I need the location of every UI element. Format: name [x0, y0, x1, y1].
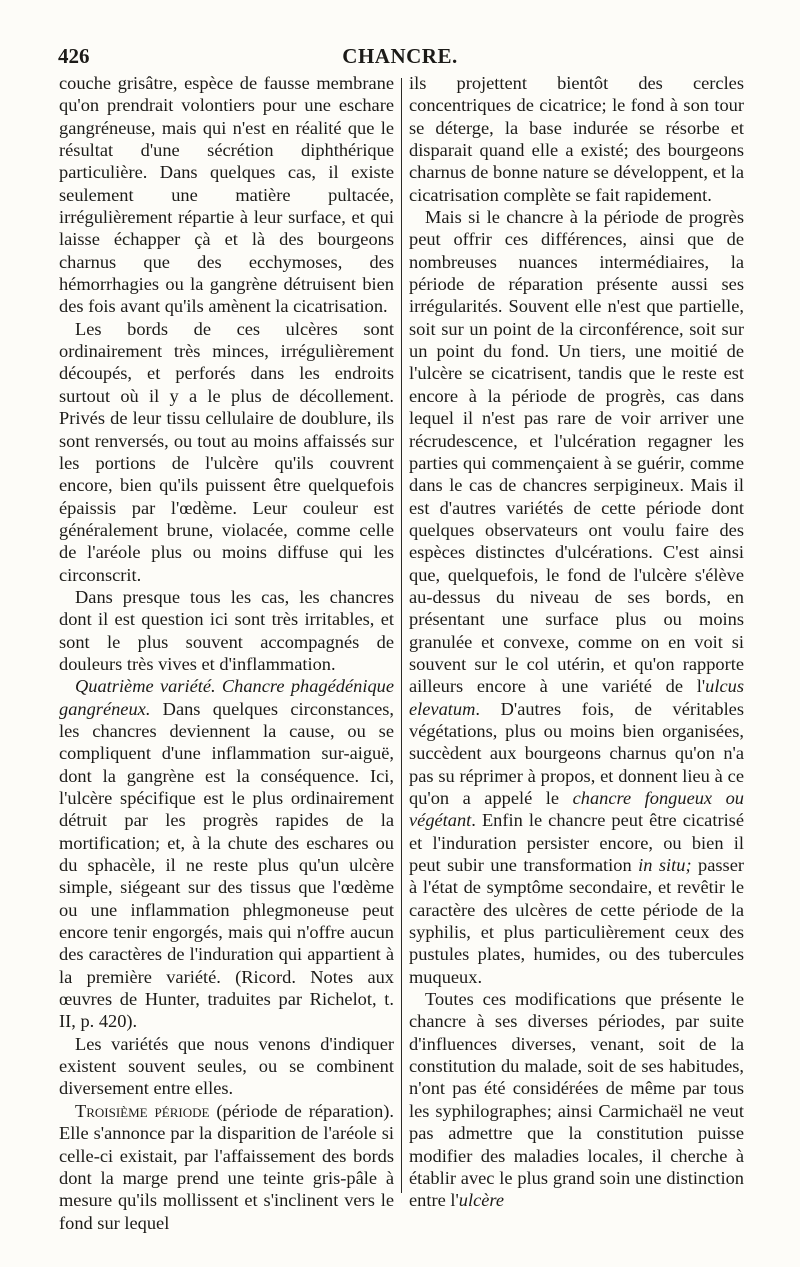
paragraph: Les bords de ces ulcères sont ordinairement très minces, irrégulièrement découpés, et perforés dans les endroits surtout où il y a le plus de décollement. Privés de leur tissu cellulaire de doublure, ils sont renversés, ou tout au moins affaissés sur les portions de l'ulcère qu'ils couvrent encore, bien qu'ils puissent être quelquefois épaissis par l'œdème. Leur couleur est généralement brune, violacée, comme celle de l'aréole plus ou moins diffuse qui les circonscrit.: [59, 318, 394, 585]
column-divider: [401, 78, 402, 1193]
page-header: [58, 44, 742, 70]
italic-term: in situ;: [638, 855, 692, 876]
paragraph: [409, 206, 744, 988]
paragraph: [59, 675, 394, 1033]
paragraph: Dans presque tous les cas, les chancres dont il est question ici sont très irritables, et sont le plus souvent accompagnés de douleurs très vives et d'inflammation.: [59, 586, 394, 674]
page-number: 426: [58, 44, 90, 68]
paragraph: Les variétés que nous venons d'indiquer existent souvent seules, ou se combinent diversement entre elles.: [59, 1033, 394, 1099]
paragraph-text: passer à l'état de symptôme secondaire, et revêtir le caractère des ulcères de cette période de la syphilis, et plus particulièrement ceux des pustules plates, humides, ou des tubercules muqueux.: [409, 855, 744, 987]
paragraph-text: . D'autres fois, de véritables végétations, plus ou moins bien organisées, succèdent aux bourgeons charnus qu'on n'a pas su réprimer à propos, et donnent lieu à ce qu'on a appelé le: [409, 698, 744, 808]
left-column: [59, 72, 394, 1234]
paragraph: [409, 988, 744, 1211]
paragraph: couche grisâtre, espèce de fausse membrane qu'on prendrait volontiers pour une eschare gangréneuse, mais qui n'est en réalité que le résultat d'une sécrétion diphthérique particulière. Dans quelques cas, il existe seulement une matière pultacée, irrégulièrement répartie à leur surface, et qui laisse échapper çà et là des bourgeons charnus que des ecchymoses, des hémorrhagies ou la gangrène détruisent bien des fois avant qu'ils amènent la cicatrisation.: [59, 73, 394, 317]
paragraph: ils projettent bientôt des cercles concentriques de cicatrice; le fond à son tour se déterge, la base indurée se résorbe et disparait quand elle a existé; des bourgeons charnus de bonne nature se développent, et la cicatrisation complète se fait rapidement.: [409, 73, 744, 205]
paragraph-text: Dans quelques circonstances, les chancres deviennent la cause, ou se compliquent d'une inflammation sur-aiguë, dont la gangrène est la conséquence. Ici, l'ulcère spécifique est le plus ordinairement détruit par les progrès rapides de la mortification; et, à la chute des eschares ou du sphacèle, il ne reste plus qu'un ulcère simple, siégeant sur des tissus que l'œdème ou une inflammation phlegmoneuse peut encore tenir engorgés, mais qui n'offre aucun des caractères de l'induration qui appartient à la première variété. (Ricord. Notes aux œuvres de Hunter, traduites par Richelot, t. II, p. 420).: [59, 698, 394, 1032]
paragraph-text: Mais si le chancre à la période de progrès peut offrir ces différences, ainsi que de nombreuses nuances intermédiaires, la période de réparation présente aussi ses irrégularités. Souvent elle n'est que partielle, soit sur un point de la circonférence, soit sur un point du fond. Un tiers, une moitié de l'ulcère se cicatrisent, tandis que le reste est encore à la période de progrès, cas dans lequel il n'est pas rare de voir arriver une récrudescence, et l'ulcération regagner les parties qui commençaient à se guérir, comme dans le cas de chancres serpigineux. Mais il est d'autres variétés de cette période dont quelques observateurs ont voulu faire des espèces distinctes d'ulcérations. C'est ainsi que, quelquefois, le fond de l'ulcère s'élève au-dessus du niveau de ses bords, en présentant une surface plus ou moins granulée et convexe, comme on en voit si souvent sur le col utérin, et qu'on rapporte ailleurs encore à une variété de l': [409, 207, 744, 697]
italic-term: ulcus elevatum: [409, 676, 744, 719]
section-heading-italic: Quatrième variété. Chancre phagédénique gangréneux.: [59, 676, 394, 719]
right-column: [409, 72, 744, 1212]
italic-term: ulcère: [458, 1190, 505, 1211]
section-heading-smallcaps: Troisième période: [75, 1100, 210, 1121]
paragraph-text: . Enfin le chancre peut être cicatrisé et l'induration persister encore, ou bien il peut subir une transformation: [409, 810, 744, 876]
paragraph-text: (période de réparation). Elle s'annonce par la disparition de l'aréole si celle-ci existait, par l'affaissement des bords dont la marge prend une teinte gris-pâle à mesure qu'ils mollissent et s'inclinent vers le fond sur lequel: [59, 1100, 395, 1233]
running-title: CHANCRE.: [342, 44, 458, 68]
italic-term: chancre fongueux ou végétant: [409, 788, 744, 831]
paragraph: [59, 1100, 394, 1234]
paragraph-text: Toutes ces modifications que présente le chancre à ses diverses périodes, par suite d'influences diverses, venant, soit de la constitution du malade, soit de ses habitudes, n'ont pas été considérées de même par tous les syphilographes; ainsi Carmichaël ne veut pas admettre que la constitution puisse modifier des maladies locales, il cherche à établir avec le plus grand soin une distinction entre l': [409, 989, 744, 1211]
